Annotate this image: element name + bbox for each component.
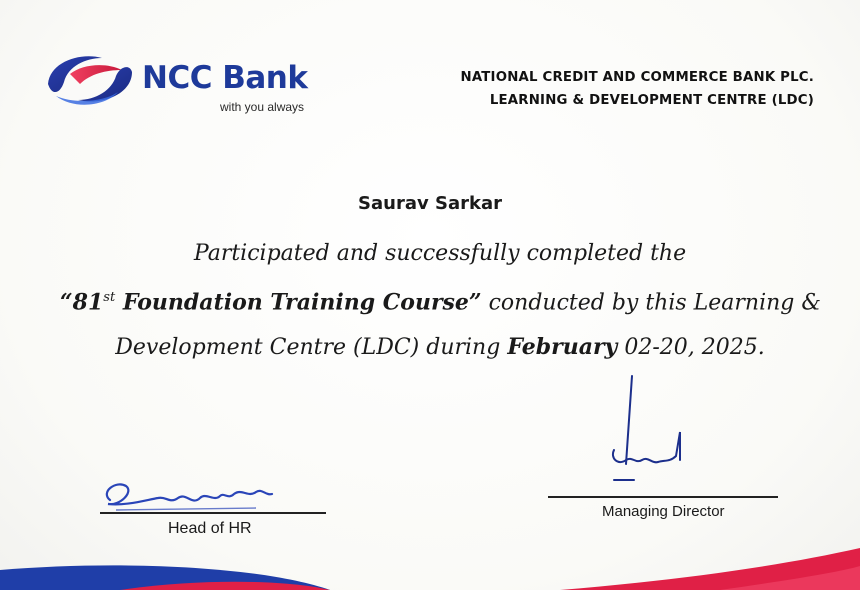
course-conducted-text: conducted by this Learning & [481,290,821,316]
body-line-1: Participated and successfully completed the [193,241,687,266]
md-title: Managing Director [602,503,725,520]
org-department: LEARNING & DEVELOPMENT CENTRE (LDC) [489,93,814,108]
ncc-logo-mark-icon [40,44,140,114]
md-signature-icon [600,372,700,492]
ncc-bank-logo [40,44,310,124]
organization-header [460,66,814,112]
centre-text: Development Centre (LDC) during [115,335,508,361]
certificate-body [60,232,820,370]
course-number: “81 [60,289,104,316]
bottom-swoosh-decoration [0,500,860,590]
org-name: NATIONAL CREDIT AND COMMERCE BANK PLC. [460,70,814,85]
md-signature-line [548,496,778,498]
course-month: February [507,334,618,361]
bank-name: NCC Bank [142,60,308,96]
course-number-suffix: st [103,290,116,305]
course-name: Foundation Training Course” [115,289,482,316]
recipient-name: Saurav Sarkar [358,193,502,214]
body-line-2 [60,276,820,325]
course-dates: 02-20, 2025. [617,335,765,361]
bank-tagline: with you always [220,100,305,114]
hr-title: Head of HR [168,520,252,537]
body-line-3 [60,325,820,370]
